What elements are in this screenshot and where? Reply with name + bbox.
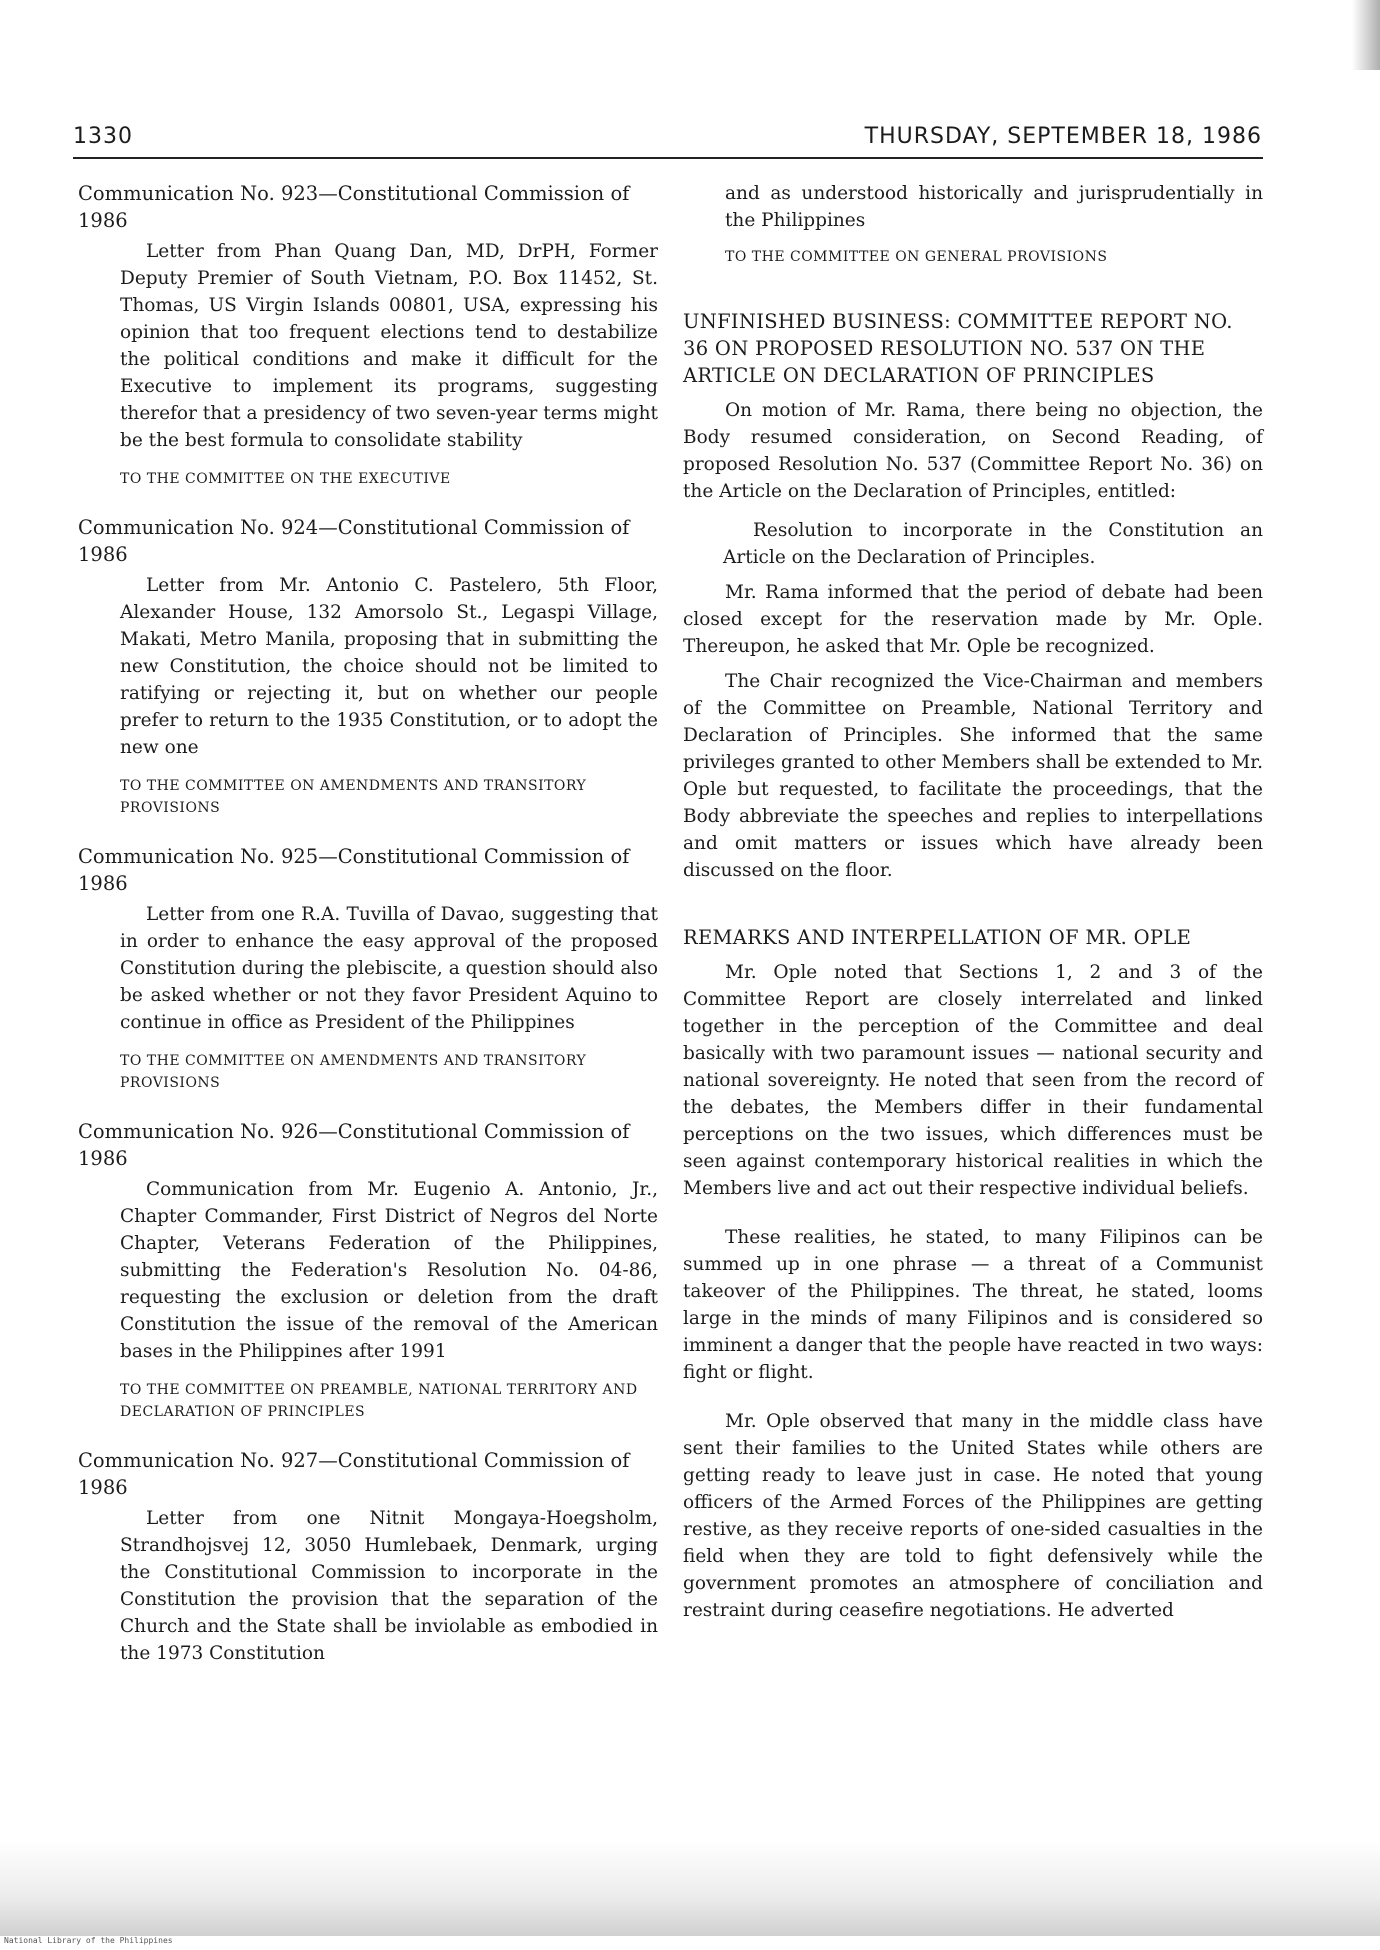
right-column — [683, 180, 1263, 1624]
committee-referral: TO THE COMMITTEE ON AMENDMENTS AND TRANSITORY PROVISIONS — [120, 778, 587, 816]
left-column — [78, 180, 658, 1691]
communication-927 — [78, 1447, 658, 1667]
scan-edge-mark — [1352, 0, 1380, 70]
committee-referral: TO THE COMMITTEE ON AMENDMENTS AND TRANSITORY PROVISIONS — [120, 1053, 587, 1091]
paragraph: These realities, he stated, to many Filipinos can be summed up in one phrase — a threat of a Communist takeover of the Philippines. The threat, he stated, looms large in the minds of many Filipinos and is considered so imminent a danger that the people have reacted in two ways: fight or flight. — [683, 1227, 1263, 1383]
paragraph: The Chair recognized the Vice-Chairman and members of the Committee on Preamble, National Territory and Declaration of Principles. She informed that the same privileges granted to other Members shall be extended to Mr. Ople but requested, to facilitate the proceedings, that the Body abbreviate the speeches and replies to interpellations and omit matters or issues which have already been discussed on the floor. — [683, 671, 1263, 881]
communication-heading: Communication No. 926—Constitutional Commission of 1986 — [78, 1120, 630, 1170]
paragraph: Mr. Ople observed that many in the middle class have sent their families to the United States while others are getting ready to leave just in case. He noted that young officers of the Armed Forces of the Philippines are getting restive, as they receive reports of one-sided casualties in the field when they are told to fight defensively while the government promotes an atmosphere of conciliation and restraint during ceasefire negotiations. He adverted — [683, 1411, 1263, 1621]
communication-926 — [78, 1118, 658, 1423]
communication-924 — [78, 514, 658, 819]
communication-925 — [78, 843, 658, 1094]
section-heading: REMARKS AND INTERPELLATION OF MR. OPLE — [683, 926, 1192, 949]
library-stamp: National Library of the Philippines — [4, 1936, 173, 1945]
communication-body: Communication from Mr. Eugenio A. Antonio, Jr., Chapter Commander, First District of Negros del Norte Chapter, Veterans Federation of the Philippines, submitting the Federation's Resolution No. 04-86, requesting the exclusion or deletion from the draft Constitution the issue of the removal of the American bases in the Philippines after 1991 — [120, 1179, 658, 1362]
continuation-text: and as understood historically and jurisprudentially in the Philippines — [725, 183, 1263, 231]
section-unfinished-business — [683, 308, 1263, 884]
committee-referral: TO THE COMMITTEE ON GENERAL PROVISIONS — [725, 249, 1108, 265]
header-rule — [73, 157, 1263, 159]
communication-body: Letter from Mr. Antonio C. Pastelero, 5th Floor, Alexander House, 132 Amorsolo St., Legaspi Village, Makati, Metro Manila, proposing that in submitting the new Constitution, the choice should not be limited to ratifying or rejecting it, but on whether our people prefer to return to the 1935 Constitution, or to adopt the new one — [120, 575, 658, 758]
paragraph: Mr. Rama informed that the period of debate had been closed except for the reservation made by Mr. Ople. Thereupon, he asked that Mr. Ople be recognized. — [683, 582, 1263, 657]
committee-referral: TO THE COMMITTEE ON THE EXECUTIVE — [120, 471, 451, 487]
communication-heading: Communication No. 923—Constitutional Commission of 1986 — [78, 182, 630, 232]
page-number: 1330 — [73, 124, 133, 149]
communication-heading: Communication No. 924—Constitutional Commission of 1986 — [78, 516, 630, 566]
section-remarks-interpellation — [683, 924, 1263, 1624]
paragraph: Mr. Ople noted that Sections 1, 2 and 3 of the Committee Report are closely interrelated and linked together in the perception of the Committee and deal basically with two paramount issues — national security and national sovereignty. He noted that seen from the record of the debates, the Members differ in their fundamental perceptions on the two issues, which differences must be seen against contemporary historical realities in which the Members live and act out their respective individual beliefs. — [683, 962, 1263, 1199]
paragraph: On motion of Mr. Rama, there being no objection, the Body resumed consideration, on Second Reading, of proposed Resolution No. 537 (Committee Report No. 36) on the Article on the Declaration of Principles, entitled: — [683, 400, 1263, 502]
communication-body: Letter from one R.A. Tuvilla of Davao, suggesting that in order to enhance the easy approval of the proposed Constitution during the plebiscite, a question should also be asked whether or not they favor President Aquino to continue in office as President of the Philippines — [120, 904, 658, 1033]
communication-heading: Communication No. 927—Constitutional Commission of 1986 — [78, 1449, 630, 1499]
communication-923 — [78, 180, 658, 490]
communication-heading: Communication No. 925—Constitutional Commission of 1986 — [78, 845, 630, 895]
communication-body: Letter from one Nitnit Mongaya-Hoegsholm, Strandhojsvej 12, 3050 Humlebaek, Denmark, urging the Constitutional Commission to incorporate in the Constitution the provision that the separation of the Church and the State shall be inviolable as embodied in the 1973 Constitution — [120, 1508, 658, 1664]
scan-noise — [0, 1840, 1380, 1936]
resolution-quote: Resolution to incorporate in the Constitution an Article on the Declaration of Principles. — [723, 520, 1263, 568]
section-heading: UNFINISHED BUSINESS: COMMITTEE REPORT NO. 36 ON PROPOSED RESOLUTION NO. 537 ON THE ARTICLE ON DECLARATION OF PRINCIPLES — [683, 310, 1233, 387]
header-date: THURSDAY, SEPTEMBER 18, 1986 — [864, 124, 1262, 149]
communication-body: Letter from Phan Quang Dan, MD, DrPH, Former Deputy Premier of South Vietnam, P.O. Box 11452, St. Thomas, US Virgin Islands 00801, USA, expressing his opinion that too frequent elections tend to destabilize the political conditions and make it difficult for the Executive to implement its programs, suggesting therefor that a presidency of two seven-year terms might be the best formula to consolidate stability — [120, 241, 658, 451]
committee-referral: TO THE COMMITTEE ON PREAMBLE, NATIONAL TERRITORY AND DECLARATION OF PRINCIPLES — [120, 1382, 638, 1420]
